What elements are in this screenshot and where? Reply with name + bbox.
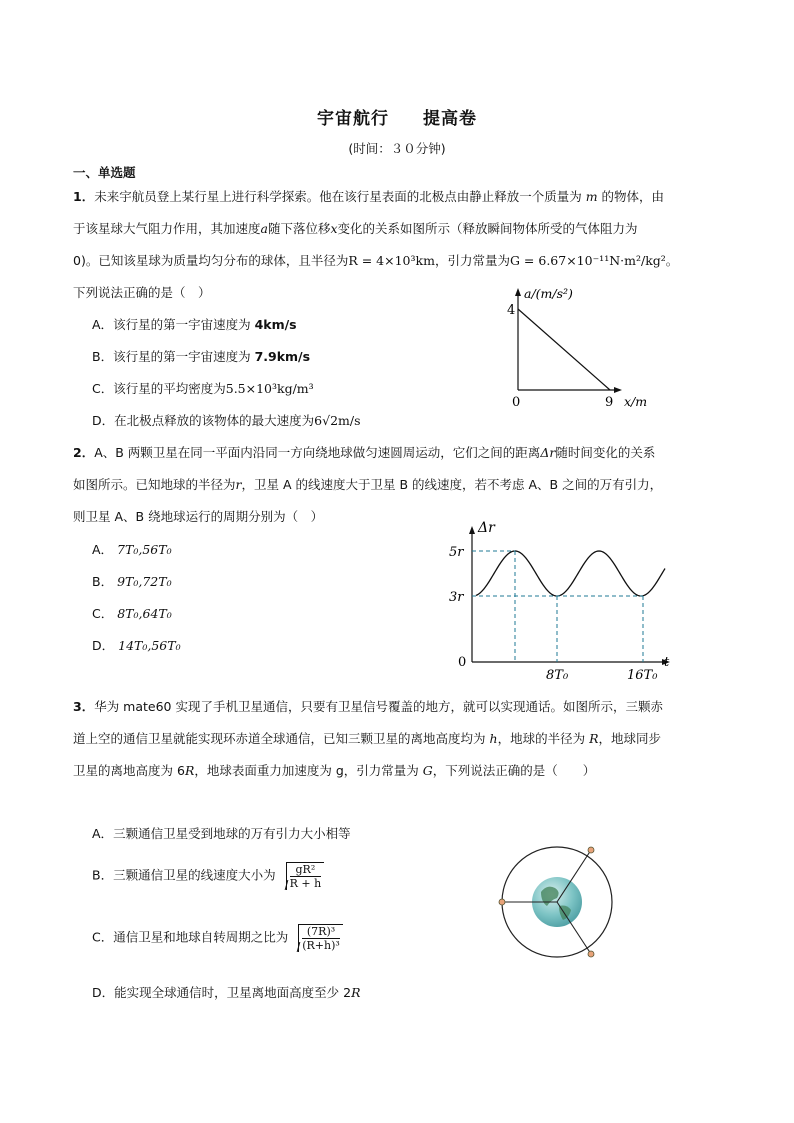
q1-y-label: a/(m/s²) bbox=[524, 286, 573, 301]
q1-y-tick: 4 bbox=[507, 303, 516, 318]
q1-line3: 0)。已知该星球为质量均匀分布的球体，且半径为R = 4×10³km，引力常量为G = 6.67×10⁻¹¹N·m²/kg²。 bbox=[73, 253, 679, 268]
q2-line3: 则卫星 A、B 绕地球运行的周期分别为（ ） bbox=[73, 509, 324, 524]
q3-line1: 3．华为 mate60 实现了手机卫星通信，只要有卫星信号覆盖的地方，就可以实现通话。如图所示，三颗赤 bbox=[73, 699, 663, 714]
q1-option-b[interactable]: B．该行星的第一宇宙速度为 7.9km/s bbox=[92, 349, 311, 364]
q2-line2: 如图所示。已知地球的半径为r，卫星 A 的线速度大于卫星 B 的线速度，若不考虑 A、B 之间的万有引力， bbox=[73, 477, 663, 492]
gravity-constant-expression: G = 6.67×10⁻¹¹N·m²/kg² bbox=[509, 253, 666, 268]
q2-distance-curve bbox=[476, 551, 665, 596]
q2-option-b[interactable]: B． 9T₀,72T₀ bbox=[92, 574, 172, 589]
q2-line1: 2．A、B 两颗卫星在同一平面内沿同一方向绕地球做匀速圆周运动，它们之间的距离Δr随时间变化的关系 bbox=[73, 445, 656, 460]
q2-option-d[interactable]: D． 14T₀,56T₀ bbox=[92, 638, 181, 653]
q2-x-tick-8t0: 8T₀ bbox=[546, 668, 569, 683]
q3-option-c[interactable]: C．通信卫星和地球自转周期之比为 $\frac{\text{(7R)³}}{\text{(R+h)³}}$ bbox=[92, 924, 343, 952]
q2-y-tick-3r: 3r bbox=[449, 590, 464, 605]
q1-accel-line bbox=[518, 309, 610, 390]
time-limit: (时间：３０分钟) bbox=[348, 141, 446, 156]
q3-option-d[interactable]: D．能实现全球通信时，卫星离地面高度至少 2R bbox=[92, 985, 361, 1000]
q2-graph bbox=[445, 515, 685, 685]
q2-origin: 0 bbox=[458, 655, 467, 670]
satellite-icon-top bbox=[588, 847, 594, 853]
title-right: 提高卷 bbox=[423, 109, 477, 129]
q3-number: 3． bbox=[73, 699, 95, 714]
q1-line2: 于该星球大气阻力作用，其加速度a随下落位移x变化的关系如图所示（释放瞬间物体所受的气体阻力为 bbox=[73, 221, 638, 236]
q3-c-sqrt: $\frac{\text{(7R)³}}{\text{(R+h)³}}$ bbox=[292, 924, 343, 952]
q1-graph bbox=[490, 280, 660, 410]
q1-x-tick: 9 bbox=[605, 395, 614, 410]
q3-orbit-diagram bbox=[495, 840, 620, 965]
q2-option-c[interactable]: C． 8T₀,64T₀ bbox=[92, 606, 172, 621]
satellite-icon-bottom bbox=[588, 951, 594, 957]
page-title bbox=[0, 104, 794, 129]
q2-y-label: Δr bbox=[478, 520, 495, 536]
q1-x-arrow bbox=[614, 387, 622, 393]
q1-line4: 下列说法正确的是（ ） bbox=[73, 285, 211, 300]
q2-option-a[interactable]: A． 7T₀,56T₀ bbox=[92, 542, 172, 557]
q1-option-a[interactable]: A．该行星的第一宇宙速度为 4km/s bbox=[92, 317, 297, 332]
section-heading: 一、单选题 bbox=[73, 165, 136, 180]
q1-number: 1． bbox=[73, 189, 95, 204]
satellite-icon-left bbox=[499, 899, 505, 905]
q2-x-label: t bbox=[664, 655, 670, 670]
q2-number: 2． bbox=[73, 445, 95, 460]
q2-x-tick-16t0: 16T₀ bbox=[627, 668, 658, 683]
q3-b-sqrt: $\frac{\text{gR²}}{R + h}$ bbox=[280, 862, 325, 890]
title-left: 宇宙航行 bbox=[317, 109, 389, 129]
q2-y-tick-5r: 5r bbox=[449, 545, 464, 560]
q1-x-label: x/m bbox=[624, 394, 648, 409]
q1-option-d[interactable]: D．在北极点释放的该物体的最大速度为6√2m/s bbox=[92, 413, 361, 428]
q1-line1: 1．未来宇航员登上某行星上进行科学探索。他在该行星表面的北极点由静止释放一个质量为 m 的物体，由 bbox=[73, 189, 665, 204]
q3-line3: 卫星的离地高度为 6R，地球表面重力加速度为 g，引力常量为 G，下列说法正确的是（ ） bbox=[73, 763, 596, 778]
q3-option-b[interactable]: B．三颗通信卫星的线速度大小为 $\frac{\text{gR²}}{R + h}$ bbox=[92, 862, 324, 890]
q1-origin: 0 bbox=[512, 395, 521, 410]
q3-option-a[interactable]: A．三颗通信卫星受到地球的万有引力大小相等 bbox=[92, 826, 351, 841]
q1-option-c[interactable]: C．该行星的平均密度为5.5×10³kg/m³ bbox=[92, 381, 314, 396]
q2-y-arrow bbox=[469, 526, 475, 534]
q1-y-arrow bbox=[515, 288, 521, 296]
radius-expression: R = 4×10³km bbox=[348, 253, 435, 268]
q3-line2: 道上空的通信卫星就能实现环赤道全球通信，已知三颗卫星的离地高度均为 h，地球的半径为 R，地球同步 bbox=[73, 731, 661, 746]
